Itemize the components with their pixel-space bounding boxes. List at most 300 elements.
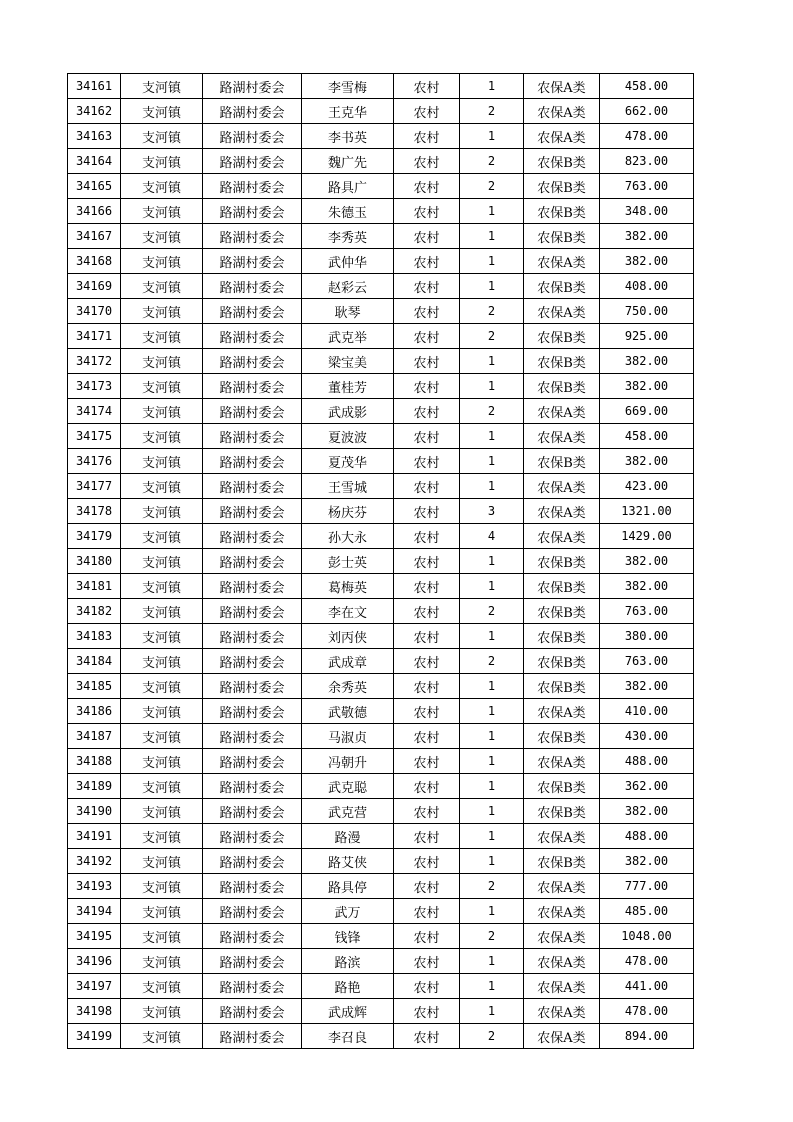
village-committee-cell: 路湖村委会 — [203, 99, 302, 124]
village-committee-cell: 路湖村委会 — [203, 549, 302, 574]
table-row — [68, 999, 694, 1024]
town-cell: 支河镇 — [121, 174, 203, 199]
table-row — [68, 74, 694, 99]
area-type-cell: 农村 — [394, 899, 460, 924]
town-cell: 支河镇 — [121, 774, 203, 799]
table-row — [68, 524, 694, 549]
table-row — [68, 974, 694, 999]
town-cell: 支河镇 — [121, 499, 203, 524]
area-type-cell: 农村 — [394, 124, 460, 149]
household-size-cell: 1 — [460, 949, 524, 974]
area-type-cell: 农村 — [394, 649, 460, 674]
household-size-cell: 1 — [460, 549, 524, 574]
table-row — [68, 99, 694, 124]
village-committee-cell: 路湖村委会 — [203, 874, 302, 899]
amount-cell: 362.00 — [600, 774, 694, 799]
serial-number-cell: 34196 — [68, 949, 121, 974]
village-committee-cell: 路湖村委会 — [203, 249, 302, 274]
name-cell: 王克华 — [302, 99, 394, 124]
serial-number-cell: 34193 — [68, 874, 121, 899]
area-type-cell: 农村 — [394, 849, 460, 874]
insurance-category-cell: 农保A类 — [524, 474, 600, 499]
area-type-cell: 农村 — [394, 174, 460, 199]
household-size-cell: 1 — [460, 999, 524, 1024]
name-cell: 钱锋 — [302, 924, 394, 949]
household-size-cell: 1 — [460, 249, 524, 274]
area-type-cell: 农村 — [394, 349, 460, 374]
name-cell: 魏广先 — [302, 149, 394, 174]
household-size-cell: 2 — [460, 874, 524, 899]
insurance-category-cell: 农保A类 — [524, 74, 600, 99]
area-type-cell: 农村 — [394, 924, 460, 949]
village-committee-cell: 路湖村委会 — [203, 849, 302, 874]
household-size-cell: 1 — [460, 699, 524, 724]
household-size-cell: 2 — [460, 599, 524, 624]
table-row — [68, 249, 694, 274]
village-committee-cell: 路湖村委会 — [203, 324, 302, 349]
village-committee-cell: 路湖村委会 — [203, 999, 302, 1024]
serial-number-cell: 34168 — [68, 249, 121, 274]
town-cell: 支河镇 — [121, 724, 203, 749]
household-size-cell: 1 — [460, 474, 524, 499]
table-row — [68, 149, 694, 174]
village-committee-cell: 路湖村委会 — [203, 974, 302, 999]
village-committee-cell: 路湖村委会 — [203, 124, 302, 149]
village-committee-cell: 路湖村委会 — [203, 599, 302, 624]
household-size-cell: 1 — [460, 449, 524, 474]
name-cell: 马淑贞 — [302, 724, 394, 749]
insurance-category-cell: 农保A类 — [524, 999, 600, 1024]
table-row — [68, 699, 694, 724]
town-cell: 支河镇 — [121, 1024, 203, 1049]
table-row — [68, 599, 694, 624]
amount-cell: 669.00 — [600, 399, 694, 424]
serial-number-cell: 34167 — [68, 224, 121, 249]
serial-number-cell: 34174 — [68, 399, 121, 424]
town-cell: 支河镇 — [121, 474, 203, 499]
name-cell: 刘丙侠 — [302, 624, 394, 649]
household-size-cell: 1 — [460, 749, 524, 774]
amount-cell: 763.00 — [600, 649, 694, 674]
serial-number-cell: 34180 — [68, 549, 121, 574]
insurance-category-cell: 农保A类 — [524, 499, 600, 524]
village-committee-cell: 路湖村委会 — [203, 924, 302, 949]
insurance-category-cell: 农保B类 — [524, 774, 600, 799]
area-type-cell: 农村 — [394, 549, 460, 574]
area-type-cell: 农村 — [394, 249, 460, 274]
village-committee-cell: 路湖村委会 — [203, 374, 302, 399]
area-type-cell: 农村 — [394, 749, 460, 774]
table-row — [68, 824, 694, 849]
serial-number-cell: 34182 — [68, 599, 121, 624]
amount-cell: 348.00 — [600, 199, 694, 224]
table-row — [68, 849, 694, 874]
name-cell: 朱德玉 — [302, 199, 394, 224]
household-size-cell: 1 — [460, 774, 524, 799]
serial-number-cell: 34190 — [68, 799, 121, 824]
name-cell: 武克举 — [302, 324, 394, 349]
amount-cell: 763.00 — [600, 599, 694, 624]
table-row — [68, 1024, 694, 1049]
amount-cell: 382.00 — [600, 374, 694, 399]
serial-number-cell: 34161 — [68, 74, 121, 99]
name-cell: 董桂芳 — [302, 374, 394, 399]
area-type-cell: 农村 — [394, 674, 460, 699]
name-cell: 武仲华 — [302, 249, 394, 274]
name-cell: 李在文 — [302, 599, 394, 624]
serial-number-cell: 34166 — [68, 199, 121, 224]
amount-cell: 441.00 — [600, 974, 694, 999]
serial-number-cell: 34179 — [68, 524, 121, 549]
insurance-category-cell: 农保A类 — [524, 749, 600, 774]
household-size-cell: 1 — [460, 124, 524, 149]
name-cell: 路具广 — [302, 174, 394, 199]
amount-cell: 382.00 — [600, 799, 694, 824]
insurance-category-cell: 农保B类 — [524, 349, 600, 374]
village-committee-cell: 路湖村委会 — [203, 699, 302, 724]
serial-number-cell: 34187 — [68, 724, 121, 749]
amount-cell: 823.00 — [600, 149, 694, 174]
name-cell: 李召良 — [302, 1024, 394, 1049]
amount-cell: 478.00 — [600, 949, 694, 974]
amount-cell: 382.00 — [600, 849, 694, 874]
serial-number-cell: 34189 — [68, 774, 121, 799]
name-cell: 武敬德 — [302, 699, 394, 724]
town-cell: 支河镇 — [121, 549, 203, 574]
village-committee-cell: 路湖村委会 — [203, 199, 302, 224]
amount-cell: 382.00 — [600, 349, 694, 374]
town-cell: 支河镇 — [121, 974, 203, 999]
serial-number-cell: 34178 — [68, 499, 121, 524]
serial-number-cell: 34195 — [68, 924, 121, 949]
household-size-cell: 2 — [460, 324, 524, 349]
insurance-category-cell: 农保A类 — [524, 874, 600, 899]
serial-number-cell: 34169 — [68, 274, 121, 299]
amount-cell: 925.00 — [600, 324, 694, 349]
town-cell: 支河镇 — [121, 449, 203, 474]
serial-number-cell: 34170 — [68, 299, 121, 324]
insurance-category-cell: 农保A类 — [524, 99, 600, 124]
name-cell: 王雪城 — [302, 474, 394, 499]
town-cell: 支河镇 — [121, 199, 203, 224]
amount-cell: 408.00 — [600, 274, 694, 299]
table-row — [68, 499, 694, 524]
table-row — [68, 449, 694, 474]
area-type-cell: 农村 — [394, 824, 460, 849]
town-cell: 支河镇 — [121, 799, 203, 824]
amount-cell: 458.00 — [600, 424, 694, 449]
amount-cell: 485.00 — [600, 899, 694, 924]
household-size-cell: 2 — [460, 174, 524, 199]
insurance-category-cell: 农保B类 — [524, 324, 600, 349]
town-cell: 支河镇 — [121, 299, 203, 324]
table-row — [68, 174, 694, 199]
amount-cell: 478.00 — [600, 999, 694, 1024]
town-cell: 支河镇 — [121, 649, 203, 674]
village-committee-cell: 路湖村委会 — [203, 349, 302, 374]
household-size-cell: 2 — [460, 649, 524, 674]
serial-number-cell: 34171 — [68, 324, 121, 349]
serial-number-cell: 34192 — [68, 849, 121, 874]
household-size-cell: 1 — [460, 224, 524, 249]
insurance-category-cell: 农保B类 — [524, 574, 600, 599]
name-cell: 路漫 — [302, 824, 394, 849]
name-cell: 夏茂华 — [302, 449, 394, 474]
insurance-category-cell: 农保A类 — [524, 299, 600, 324]
insurance-category-cell: 农保B类 — [524, 374, 600, 399]
town-cell: 支河镇 — [121, 624, 203, 649]
serial-number-cell: 34191 — [68, 824, 121, 849]
name-cell: 孙大永 — [302, 524, 394, 549]
insurance-category-cell: 农保B类 — [524, 449, 600, 474]
insurance-category-cell: 农保A类 — [524, 124, 600, 149]
insurance-category-cell: 农保A类 — [524, 524, 600, 549]
name-cell: 李雪梅 — [302, 74, 394, 99]
table-row — [68, 374, 694, 399]
amount-cell: 488.00 — [600, 824, 694, 849]
household-size-cell: 2 — [460, 149, 524, 174]
village-committee-cell: 路湖村委会 — [203, 824, 302, 849]
name-cell: 李书英 — [302, 124, 394, 149]
name-cell: 赵彩云 — [302, 274, 394, 299]
amount-cell: 382.00 — [600, 674, 694, 699]
amount-cell: 382.00 — [600, 549, 694, 574]
amount-cell: 382.00 — [600, 449, 694, 474]
table-row — [68, 774, 694, 799]
table-row — [68, 924, 694, 949]
amount-cell: 1048.00 — [600, 924, 694, 949]
table-body — [68, 74, 694, 1049]
village-committee-cell: 路湖村委会 — [203, 499, 302, 524]
table-row — [68, 649, 694, 674]
amount-cell: 458.00 — [600, 74, 694, 99]
village-committee-cell: 路湖村委会 — [203, 74, 302, 99]
name-cell: 路艳 — [302, 974, 394, 999]
insurance-category-cell: 农保B类 — [524, 724, 600, 749]
village-committee-cell: 路湖村委会 — [203, 399, 302, 424]
amount-cell: 1429.00 — [600, 524, 694, 549]
town-cell: 支河镇 — [121, 949, 203, 974]
area-type-cell: 农村 — [394, 449, 460, 474]
village-committee-cell: 路湖村委会 — [203, 949, 302, 974]
area-type-cell: 农村 — [394, 999, 460, 1024]
town-cell: 支河镇 — [121, 274, 203, 299]
name-cell: 路滨 — [302, 949, 394, 974]
name-cell: 武成辉 — [302, 999, 394, 1024]
area-type-cell: 农村 — [394, 374, 460, 399]
insurance-category-cell: 农保A类 — [524, 899, 600, 924]
amount-cell: 423.00 — [600, 474, 694, 499]
town-cell: 支河镇 — [121, 524, 203, 549]
village-committee-cell: 路湖村委会 — [203, 774, 302, 799]
name-cell: 余秀英 — [302, 674, 394, 699]
household-size-cell: 4 — [460, 524, 524, 549]
amount-cell: 478.00 — [600, 124, 694, 149]
serial-number-cell: 34183 — [68, 624, 121, 649]
area-type-cell: 农村 — [394, 324, 460, 349]
town-cell: 支河镇 — [121, 999, 203, 1024]
serial-number-cell: 34188 — [68, 749, 121, 774]
household-size-cell: 1 — [460, 624, 524, 649]
area-type-cell: 农村 — [394, 399, 460, 424]
household-size-cell: 1 — [460, 974, 524, 999]
table-row — [68, 299, 694, 324]
village-committee-cell: 路湖村委会 — [203, 424, 302, 449]
town-cell: 支河镇 — [121, 124, 203, 149]
area-type-cell: 农村 — [394, 224, 460, 249]
household-size-cell: 1 — [460, 799, 524, 824]
area-type-cell: 农村 — [394, 524, 460, 549]
name-cell: 冯朝升 — [302, 749, 394, 774]
table-row — [68, 899, 694, 924]
town-cell: 支河镇 — [121, 924, 203, 949]
insurance-category-cell: 农保B类 — [524, 849, 600, 874]
household-size-cell: 1 — [460, 74, 524, 99]
town-cell: 支河镇 — [121, 324, 203, 349]
serial-number-cell: 34175 — [68, 424, 121, 449]
household-size-cell: 1 — [460, 274, 524, 299]
name-cell: 武成影 — [302, 399, 394, 424]
amount-cell: 380.00 — [600, 624, 694, 649]
village-committee-cell: 路湖村委会 — [203, 224, 302, 249]
insurance-category-cell: 农保B类 — [524, 674, 600, 699]
area-type-cell: 农村 — [394, 274, 460, 299]
serial-number-cell: 34194 — [68, 899, 121, 924]
area-type-cell: 农村 — [394, 1024, 460, 1049]
amount-cell: 488.00 — [600, 749, 694, 774]
area-type-cell: 农村 — [394, 99, 460, 124]
area-type-cell: 农村 — [394, 949, 460, 974]
table-row — [68, 399, 694, 424]
table-row — [68, 674, 694, 699]
amount-cell: 894.00 — [600, 1024, 694, 1049]
village-committee-cell: 路湖村委会 — [203, 624, 302, 649]
name-cell: 武成章 — [302, 649, 394, 674]
village-committee-cell: 路湖村委会 — [203, 799, 302, 824]
beneficiary-table — [67, 73, 694, 1049]
table-row — [68, 549, 694, 574]
insurance-category-cell: 农保A类 — [524, 824, 600, 849]
area-type-cell: 农村 — [394, 724, 460, 749]
area-type-cell: 农村 — [394, 299, 460, 324]
name-cell: 武克聪 — [302, 774, 394, 799]
town-cell: 支河镇 — [121, 249, 203, 274]
table-row — [68, 224, 694, 249]
serial-number-cell: 34164 — [68, 149, 121, 174]
village-committee-cell: 路湖村委会 — [203, 274, 302, 299]
name-cell: 杨庆芬 — [302, 499, 394, 524]
insurance-category-cell: 农保B类 — [524, 599, 600, 624]
serial-number-cell: 34199 — [68, 1024, 121, 1049]
name-cell: 彭士英 — [302, 549, 394, 574]
household-size-cell: 1 — [460, 899, 524, 924]
name-cell: 耿琴 — [302, 299, 394, 324]
household-size-cell: 1 — [460, 674, 524, 699]
insurance-category-cell: 农保B类 — [524, 274, 600, 299]
area-type-cell: 农村 — [394, 974, 460, 999]
table-row — [68, 349, 694, 374]
household-size-cell: 2 — [460, 1024, 524, 1049]
area-type-cell: 农村 — [394, 774, 460, 799]
area-type-cell: 农村 — [394, 149, 460, 174]
table-row — [68, 874, 694, 899]
area-type-cell: 农村 — [394, 874, 460, 899]
serial-number-cell: 34172 — [68, 349, 121, 374]
serial-number-cell: 34162 — [68, 99, 121, 124]
town-cell: 支河镇 — [121, 699, 203, 724]
name-cell: 武克营 — [302, 799, 394, 824]
household-size-cell: 1 — [460, 199, 524, 224]
household-size-cell: 2 — [460, 99, 524, 124]
serial-number-cell: 34197 — [68, 974, 121, 999]
insurance-category-cell: 农保B类 — [524, 224, 600, 249]
serial-number-cell: 34198 — [68, 999, 121, 1024]
area-type-cell: 农村 — [394, 624, 460, 649]
table-row — [68, 199, 694, 224]
serial-number-cell: 34184 — [68, 649, 121, 674]
insurance-category-cell: 农保A类 — [524, 699, 600, 724]
area-type-cell: 农村 — [394, 699, 460, 724]
town-cell: 支河镇 — [121, 424, 203, 449]
serial-number-cell: 34181 — [68, 574, 121, 599]
area-type-cell: 农村 — [394, 474, 460, 499]
name-cell: 梁宝美 — [302, 349, 394, 374]
insurance-category-cell: 农保A类 — [524, 249, 600, 274]
household-size-cell: 2 — [460, 399, 524, 424]
village-committee-cell: 路湖村委会 — [203, 574, 302, 599]
amount-cell: 777.00 — [600, 874, 694, 899]
village-committee-cell: 路湖村委会 — [203, 524, 302, 549]
insurance-category-cell: 农保B类 — [524, 649, 600, 674]
village-committee-cell: 路湖村委会 — [203, 749, 302, 774]
serial-number-cell: 34185 — [68, 674, 121, 699]
amount-cell: 410.00 — [600, 699, 694, 724]
town-cell: 支河镇 — [121, 224, 203, 249]
amount-cell: 662.00 — [600, 99, 694, 124]
household-size-cell: 1 — [460, 724, 524, 749]
amount-cell: 382.00 — [600, 224, 694, 249]
serial-number-cell: 34165 — [68, 174, 121, 199]
area-type-cell: 农村 — [394, 799, 460, 824]
household-size-cell: 1 — [460, 424, 524, 449]
amount-cell: 1321.00 — [600, 499, 694, 524]
household-size-cell: 2 — [460, 924, 524, 949]
table-row — [68, 949, 694, 974]
serial-number-cell: 34176 — [68, 449, 121, 474]
village-committee-cell: 路湖村委会 — [203, 299, 302, 324]
town-cell: 支河镇 — [121, 749, 203, 774]
village-committee-cell: 路湖村委会 — [203, 674, 302, 699]
insurance-category-cell: 农保B类 — [524, 174, 600, 199]
town-cell: 支河镇 — [121, 824, 203, 849]
insurance-category-cell: 农保A类 — [524, 949, 600, 974]
serial-number-cell: 34177 — [68, 474, 121, 499]
table-row — [68, 124, 694, 149]
amount-cell: 430.00 — [600, 724, 694, 749]
village-committee-cell: 路湖村委会 — [203, 649, 302, 674]
area-type-cell: 农村 — [394, 199, 460, 224]
household-size-cell: 1 — [460, 574, 524, 599]
town-cell: 支河镇 — [121, 349, 203, 374]
serial-number-cell: 34186 — [68, 699, 121, 724]
household-size-cell: 1 — [460, 849, 524, 874]
household-size-cell: 1 — [460, 824, 524, 849]
town-cell: 支河镇 — [121, 674, 203, 699]
insurance-category-cell: 农保B类 — [524, 149, 600, 174]
town-cell: 支河镇 — [121, 574, 203, 599]
town-cell: 支河镇 — [121, 599, 203, 624]
insurance-category-cell: 农保A类 — [524, 424, 600, 449]
